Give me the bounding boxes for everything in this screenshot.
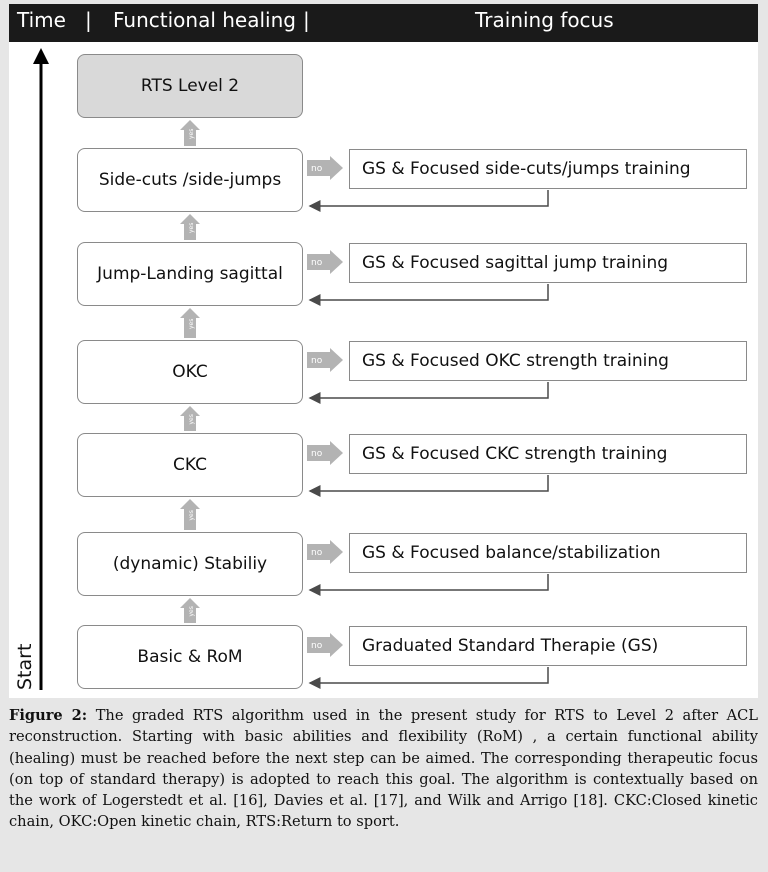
yes-label: yes <box>188 510 195 521</box>
header-functional-healing: Functional healing <box>113 8 296 32</box>
return-arrow <box>310 284 548 300</box>
start-label: Start <box>14 643 36 690</box>
yes-label: yes <box>188 414 195 425</box>
yes-label: yes <box>188 128 195 139</box>
yes-label: yes <box>188 606 195 617</box>
caption-text: The graded RTS algorithm used in the present study for RTS to Level 2 after ACL reconstruction. Starting with basic abilities and flexibility (RoM) , a certain functional ability (healing) must be reached before the next step can be aimed. The corresponding therapeutic focus (on top of standard therapy) is adopted to reach this goal. The algorithm is contextually based on the work of Logerstedt et al. [16], Davies et al. [17], and Wilk and Arrigo [18]. CKC:Closed kinetic chain, OKC:Open kinetic chain, RTS:Return to sport. <box>9 707 758 831</box>
training-focus-box: GS & Focused sagittal jump training <box>349 243 747 283</box>
return-arrow <box>310 667 548 683</box>
header-training-focus: Training focus <box>475 8 614 32</box>
header-separator: | <box>85 8 92 32</box>
no-label: no <box>311 548 323 558</box>
header-time: Time <box>17 8 66 32</box>
training-focus-box: GS & Focused balance/stabilization <box>349 533 747 573</box>
functional-step-box: (dynamic) Stabiliy <box>77 532 303 596</box>
no-label: no <box>311 449 323 459</box>
return-arrow <box>310 382 548 398</box>
time-axis-arrowhead <box>33 48 49 64</box>
figure-caption <box>9 705 758 833</box>
return-arrow <box>310 574 548 590</box>
training-focus-box: GS & Focused CKC strength training <box>349 434 747 474</box>
yes-label: yes <box>188 222 195 233</box>
no-label: no <box>311 164 323 174</box>
no-label: no <box>311 641 323 651</box>
no-label: no <box>311 356 323 366</box>
no-label: no <box>311 258 323 268</box>
yes-label: yes <box>188 318 195 329</box>
training-focus-box: Graduated Standard Therapie (GS) <box>349 626 747 666</box>
training-focus-box: GS & Focused side-cuts/jumps training <box>349 149 747 189</box>
functional-step-box: Jump-Landing sagittal <box>77 242 303 306</box>
rts-level-2-box: RTS Level 2 <box>77 54 303 118</box>
return-arrow <box>310 190 548 206</box>
return-arrow <box>310 475 548 491</box>
caption-label: Figure 2: <box>9 707 88 724</box>
functional-step-box: CKC <box>77 433 303 497</box>
training-focus-box: GS & Focused OKC strength training <box>349 341 747 381</box>
functional-step-box: Basic & RoM <box>77 625 303 689</box>
header-separator: | <box>303 8 310 32</box>
functional-step-box: Side-cuts /side-jumps <box>77 148 303 212</box>
functional-step-box: OKC <box>77 340 303 404</box>
